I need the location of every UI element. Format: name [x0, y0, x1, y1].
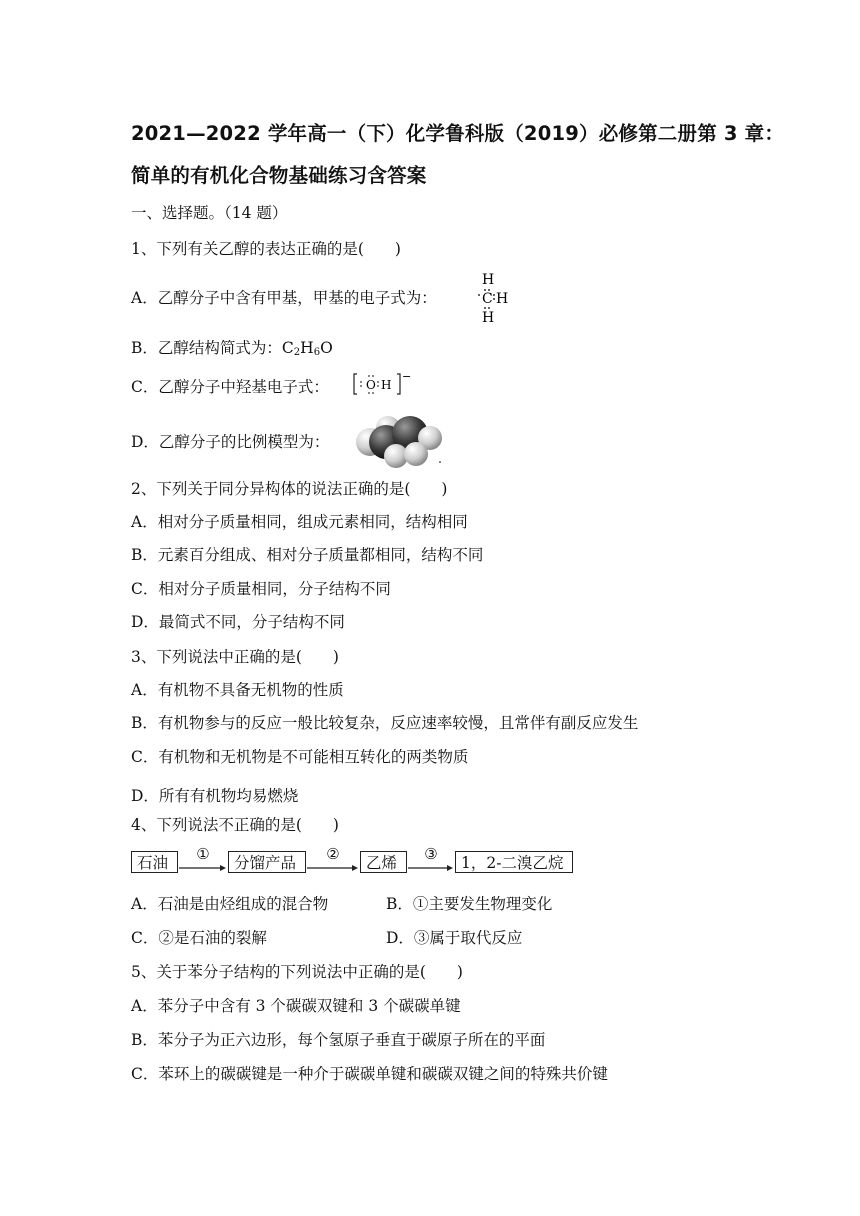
- doc-title-line1: 2021—2022 学年高一（下）化学鲁科版（2019）必修第二册第 3 章：: [131, 122, 785, 145]
- q5-option-b: B．苯分子为正六边形，每个氢原子垂直于碳原子所在的平面: [131, 1031, 546, 1049]
- q4-option-d: D．③属于取代反应: [386, 929, 523, 947]
- ethanol-formula: $C_2H_6O$: [281, 339, 333, 358]
- q1-option-a: [131, 288, 437, 308]
- q1-option-a-text: A．乙醇分子中含有甲基，甲基的电子式为：: [131, 289, 437, 307]
- arrow-right-icon: [179, 864, 227, 872]
- ethanol-space-filling-model-icon: [350, 412, 445, 472]
- methyl-h-bottom: H: [482, 310, 495, 326]
- q1-stem: 1、下列有关乙醇的表达正确的是( ): [131, 240, 401, 258]
- flow-arrow-1-label: ①: [196, 845, 210, 863]
- hydroxyl-o: O: [366, 378, 376, 392]
- q2-option-c: C．相对分子质量相同，分子结构不同: [131, 580, 391, 598]
- hydroxyl-electron-formula-icon: [352, 370, 412, 398]
- petroleum-process-flow: [131, 845, 591, 878]
- q4-option-c: C．②是石油的裂解: [131, 929, 267, 947]
- q2-stem: 2、下列关于同分异构体的说法正确的是( ): [131, 480, 448, 498]
- hydroxyl-charge: −: [402, 370, 412, 383]
- q3-option-c: C．有机物和无机物是不可能相互转化的两类物质: [131, 748, 469, 766]
- q3-option-b: B．有机物参与的反应一般比较复杂，反应速率较慢，且常伴有副反应发生: [131, 714, 639, 732]
- q5-option-a: A．苯分子中含有 3 个碳碳双键和 3 个碳碳单键: [131, 997, 461, 1015]
- q1-option-b-text: B．乙醇结构简式为：: [131, 339, 282, 357]
- flow-box-ethylene: 乙烯: [360, 851, 407, 873]
- methyl-c: C: [482, 291, 493, 307]
- flow-arrow-3-label: ③: [424, 845, 438, 863]
- q1-option-c-text: C．乙醇分子中羟基电子式：: [131, 378, 329, 396]
- q5-stem: 5、关于苯分子结构的下列说法中正确的是( ): [131, 963, 463, 981]
- arrow-right-icon: [408, 864, 454, 872]
- hydroxyl-h: H: [381, 378, 392, 392]
- methyl-electron-formula-icon: [474, 270, 514, 326]
- flow-box-fraction: 分馏产品: [228, 851, 306, 873]
- q3-option-d: D．所有有机物均易燃烧: [131, 787, 299, 805]
- q4-option-a: A．石油是由烃组成的混合物: [131, 895, 329, 913]
- q3-stem: 3、下列说法中正确的是( ): [131, 648, 339, 666]
- flow-arrow-1: [179, 845, 227, 876]
- q4-stem: 4、下列说法不正确的是( ): [131, 816, 339, 834]
- q2-option-d: D．最简式不同，分子结构不同: [131, 613, 345, 631]
- q2-option-b: B．元素百分组成、相对分子质量都相同，结构不同: [131, 546, 484, 564]
- flow-arrow-2-label: ②: [326, 845, 340, 863]
- q1-option-b: [131, 338, 333, 363]
- q4-option-b: B．①主要发生物理变化: [386, 895, 553, 913]
- methyl-h-top: H: [482, 272, 495, 288]
- arrow-right-icon: [307, 864, 359, 872]
- doc-title-line2: 简单的有机化合物基础练习含答案: [131, 164, 427, 187]
- flow-box-petroleum: 石油: [131, 851, 178, 873]
- flow-arrow-3: [408, 845, 454, 876]
- section-heading: 一、选择题。（14 题）: [131, 204, 288, 222]
- q1-option-d: [131, 432, 329, 452]
- q2-option-a: A．相对分子质量相同，组成元素相同，结构相同: [131, 513, 468, 531]
- methyl-h-right: H: [496, 291, 509, 307]
- q1-option-c: [131, 377, 329, 397]
- q5-option-c: C．苯环上的碳碳键是一种介于碳碳单键和碳碳双键之间的特殊共价键: [131, 1065, 608, 1083]
- q1-option-d-text: D．乙醇分子的比例模型为：: [131, 433, 330, 451]
- flow-box-dibromoethane: 1，2-二溴乙烷: [455, 851, 573, 873]
- flow-arrow-2: [307, 845, 359, 876]
- q3-option-a: A．有机物不具备无机物的性质: [131, 681, 344, 699]
